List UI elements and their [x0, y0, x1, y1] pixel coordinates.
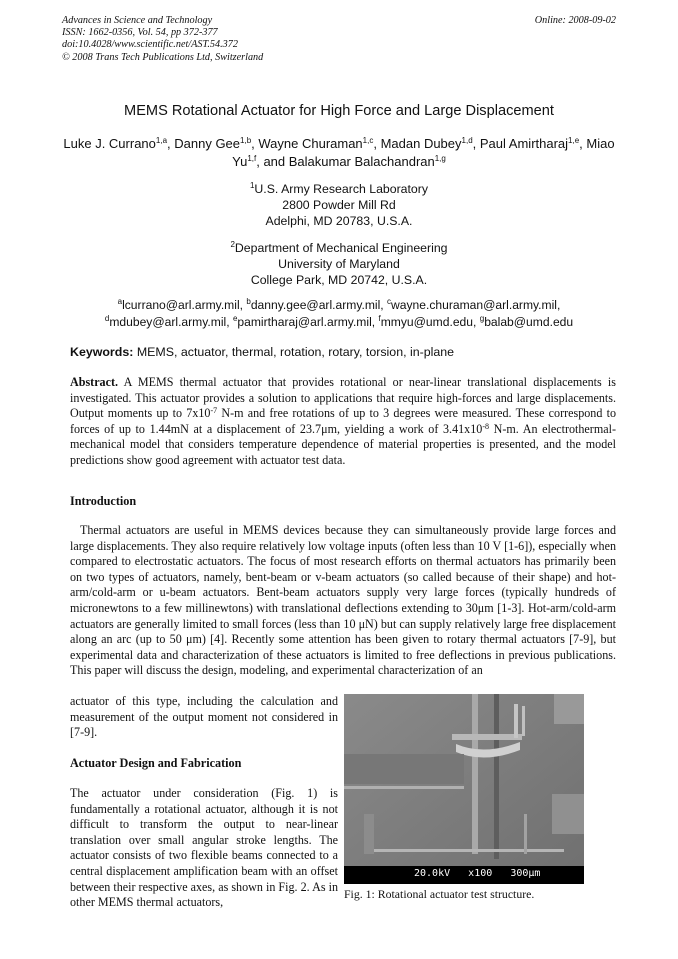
design-body: The actuator under consideration (Fig. 1) is fundamentally a rotational actuator, although it is not difficult to transform the output to near-linear translation over small angular stroke lengths. The actuator consists of two flexible beams connected to a central displacement amplification beam with an offset between their respective axes, as shown in Fig. 2. As in other MEMS thermal actuators, — [70, 786, 338, 910]
doi-line: doi:10.4028/www.scientific.net/AST.54.372 — [62, 39, 238, 51]
abstract-label: Abstract. — [70, 375, 119, 389]
email-address[interactable]: pamirtharaj@arl.army.mil — [237, 315, 372, 329]
author-separator: , — [251, 136, 259, 151]
author-affiliation-marker: 1,d — [461, 136, 473, 145]
author-name: Danny Gee — [174, 136, 241, 151]
email-marker: e — [232, 314, 238, 323]
email-marker: f — [378, 314, 381, 323]
journal-name: Advances in Science and Technology — [62, 15, 213, 26]
affiliation-line: 2800 Powder Mill Rd — [282, 198, 396, 212]
author-name: Paul Amirtharaj — [479, 136, 569, 151]
affiliation-2 — [62, 240, 616, 288]
figure-1-caption: Fig. 1: Rotational actuator test structure. — [344, 887, 535, 901]
email-list: $^a$lcurrano@arl.army.mil, $^b$danny.gee@arl.army.mil, $^c$wayne.churaman@arl.army.mil, $^d$mdubey@arl.army.mil, $^e$pamirtharaj@arl.army.mil, $^f$mmyu@umd.edu, $^g$balab@umd.edu — [104, 297, 574, 329]
abstract-exponent: -8 — [482, 421, 489, 431]
paper-title: MEMS Rotational Actuator for High Force and Large Displacement — [124, 103, 554, 119]
issn-line: ISSN: 1662-0356, Vol. 54, pp 372-377 — [62, 27, 218, 39]
email-marker: b — [246, 297, 251, 306]
author-separator: , and — [256, 154, 289, 169]
affiliation-line: Adelphi, MD 20783, U.S.A. — [265, 214, 413, 228]
affiliation-line: U.S. Army Research Laboratory — [254, 182, 429, 196]
email-address[interactable]: wayne.churaman@arl.army.mil — [391, 298, 557, 312]
email-address[interactable]: mdubey@arl.army.mil — [109, 315, 227, 329]
author-affiliation-marker: 1,e — [568, 136, 580, 145]
email-marker: d — [104, 314, 110, 323]
email-address[interactable]: lcurrano@arl.army.mil — [122, 298, 240, 312]
author-affiliation-marker: 1,g — [434, 154, 446, 163]
section-heading-introduction: Introduction — [70, 494, 137, 508]
author-affiliation-marker: 1,f — [247, 154, 257, 163]
email-marker: a — [117, 297, 123, 306]
sem-scale-label: 20.0kV x100 300μm — [414, 868, 541, 879]
affiliation-1 — [62, 181, 616, 229]
online-date: Online: 2008-09-02 — [534, 15, 616, 26]
keywords-text: MEMS, actuator, thermal, rotation, rotary, torsion, in-plane — [136, 345, 455, 359]
keywords-label: Keywords: — [70, 345, 134, 359]
email-address[interactable]: danny.gee@arl.army.mil — [250, 298, 381, 312]
section-heading-design: Actuator Design and Fabrication — [70, 756, 242, 770]
author-separator: , — [167, 136, 175, 151]
author-name: Madan Dubey — [380, 136, 462, 151]
abstract-exponent: -7 — [210, 406, 218, 416]
author-name: Miao Yu — [232, 136, 615, 169]
abstract-text: N-m. An electrothermal-mechanical model that considers temperature dependence of material properties is presented, and the model predictions show good agreement with actuator test data. — [70, 421, 616, 467]
email-address[interactable]: balab@umd.edu — [484, 315, 574, 329]
affiliation-number: 2 — [230, 240, 235, 249]
journal-header — [62, 15, 616, 64]
copyright-line: © 2008 Trans Tech Publications Ltd, Switzerland — [62, 51, 264, 63]
author-name: Balakumar Balachandran — [288, 154, 435, 169]
author-name: Luke J. Currano — [63, 136, 156, 151]
introduction-body: Thermal actuators are useful in MEMS devices because they can simultaneously provide large forces and large displacements. They also require relatively low voltage inputs (often less than 10 V [1-6]), especially when compared to electrostatic actuators. The focus of most research efforts on thermal actuators has primarily been on two types of actuators, namely, bent-beam or v-beam actuators (so called because of their shape) and hot-arm/cold-arm or u-beam actuators. Bent-beam actuators supply very large forces (typically hundreds of micronewtons to a few millinewtons) with translational deflections extending to 30μm [1-3]. Hot-arm/cold-arm actuators are generally limited to small forces (less than 10 μN) but can supply relatively large free displacement along an arc (up to 50 μm) [4]. Recently some attention has been given to rotary thermal actuators [7-9], but experimental data and characterization of these actuators is limited to free deflections in previous publications. This paper will discuss the design, modeling, and experimental characterization of an — [70, 523, 616, 678]
author-separator: , — [373, 136, 381, 151]
abstract-text: N-m and free rotations of up to 3 degrees were measured. These correspond to forces of up to 1.44mN at a displacement of 23.7μm, yielding a work of 3.41x10 — [70, 406, 617, 436]
author-affiliation-marker: 1,c — [362, 136, 374, 145]
email-marker: g — [479, 314, 485, 323]
author-affiliation-marker: 1,b — [240, 136, 252, 145]
author-name: Wayne Churaman — [258, 136, 363, 151]
affiliation-line: University of Maryland — [278, 257, 400, 271]
figure-1-sem-image — [344, 694, 584, 884]
author-separator: , — [472, 136, 480, 151]
sem-micrograph — [344, 694, 584, 884]
author-separator: , — [579, 136, 587, 151]
affiliation-line: Department of Mechanical Engineering — [234, 241, 448, 255]
keywords — [70, 345, 616, 359]
abstract — [70, 375, 616, 469]
abstract-text: A MEMS thermal actuator that provides rotational or near-linear translational displacements is investigated. This actuator provides a solution to applications that require high-forces and large displacements. Output moments up to 7x10 — [70, 375, 616, 421]
author-affiliation-marker: 1,a — [155, 136, 168, 145]
author-list — [62, 135, 616, 171]
introduction-body-continued: actuator of this type, including the calculation and measurement of the output moment not considered in [7-9]. — [70, 694, 338, 740]
affiliation-number: 1 — [249, 181, 255, 190]
affiliation-line: College Park, MD 20742, U.S.A. — [250, 273, 428, 287]
email-address[interactable]: mmyu@umd.edu — [380, 315, 473, 329]
email-marker: c — [387, 297, 392, 306]
